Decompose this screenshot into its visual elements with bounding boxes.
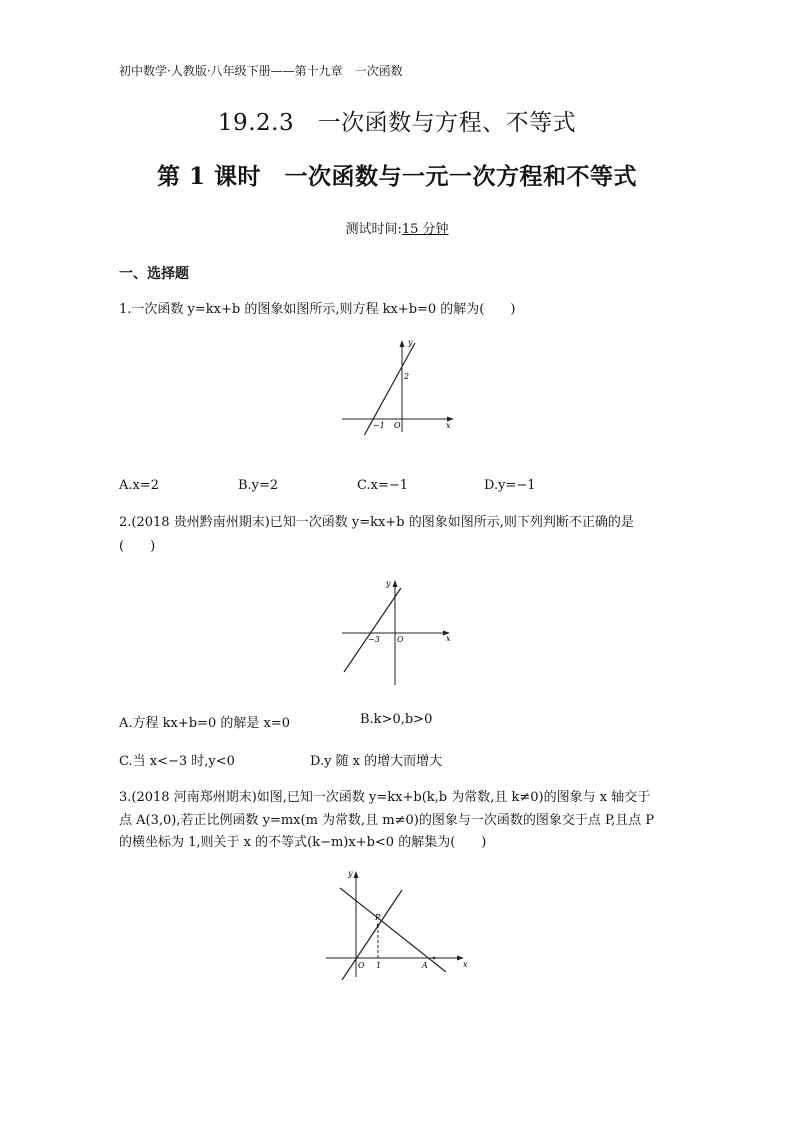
y-axis-label: y [348,869,353,878]
section-heading: 一、选择题 [119,266,189,282]
origin-label: O [394,421,401,430]
function-line [344,588,401,672]
q2-option-d[interactable]: D.y 随 x 的增大而增大 [310,754,443,769]
proportional-function-line [342,890,402,980]
q1-option-c[interactable]: C.x=−1 [357,478,409,493]
question-3-text-line2: 点 A(3,0),若正比例函数 y=mx(m 为常数,且 m≠0)的图象与一次函数的图象交于点 P,且点 P [119,813,655,828]
q1-option-d[interactable]: D.y=−1 [484,478,536,493]
y-axis-label: y [408,338,413,347]
question-3-text-line3: 的横坐标为 1,则关于 x 的不等式(k−m)x+b<0 的解集为( ) [119,835,487,850]
y-axis-arrow [393,580,398,587]
q2-option-b[interactable]: B.k>0,b>0 [360,712,433,727]
point-p-marker [377,924,380,927]
x-axis-label: x [463,960,468,969]
point-p-label: P [375,913,381,922]
question-2-graph [338,575,458,690]
x-axis-label: x [446,634,451,643]
q1-option-a[interactable]: A.x=2 [119,478,160,493]
question-1-text: 1.一次函数 y=kx+b 的图象如图所示,则方程 kx+b=0 的解为( ) [119,302,516,317]
test-time [0,218,794,237]
point-a-marker [433,957,436,960]
question-2-text-line2: ( ) [119,539,156,554]
section-title: 19.2.3 一次函数与方程、不等式 [217,110,577,136]
lesson-title: 第 1 课时 一次函数与一元一次方程和不等式 [156,163,638,190]
question-1-graph [338,335,458,435]
y-axis-label: y [386,579,391,588]
question-3-graph [322,862,472,982]
page-header: 初中数学·人教版·八年级下册——第十九章 一次函数 [119,64,403,78]
tick-label-2: 2 [404,372,410,381]
tick-label-1: 1 [376,961,382,970]
y-axis-arrow [354,871,359,878]
question-3-text-line1: 3.(2018 河南郑州期末)如图,已知一次函数 y=kx+b(k,b 为常数,且 k≠0)的图象与 x 轴交于 [119,790,651,805]
x-axis-label: x [446,421,451,430]
q2-option-a[interactable]: A.方程 kx+b=0 的解是 x=0 [119,716,290,731]
question-2-text-line1: 2.(2018 贵州黔南州期末)已知一次函数 y=kx+b 的图象如图所示,则下列判断不正确的是 [119,515,634,530]
origin-label: O [358,961,365,970]
y-axis-arrow [400,340,405,347]
origin-label: O [397,635,404,644]
test-time-value: 15 分钟 [401,222,449,237]
point-a-label: A [422,961,428,970]
q1-option-b[interactable]: B.y=2 [238,478,279,493]
test-time-label: 测试时间: [345,222,402,237]
tick-label-neg3: −3 [368,635,380,644]
q2-option-c[interactable]: C.当 x<−3 时,y<0 [119,754,235,769]
tick-label-neg1: −1 [373,421,385,430]
function-line [360,343,415,435]
